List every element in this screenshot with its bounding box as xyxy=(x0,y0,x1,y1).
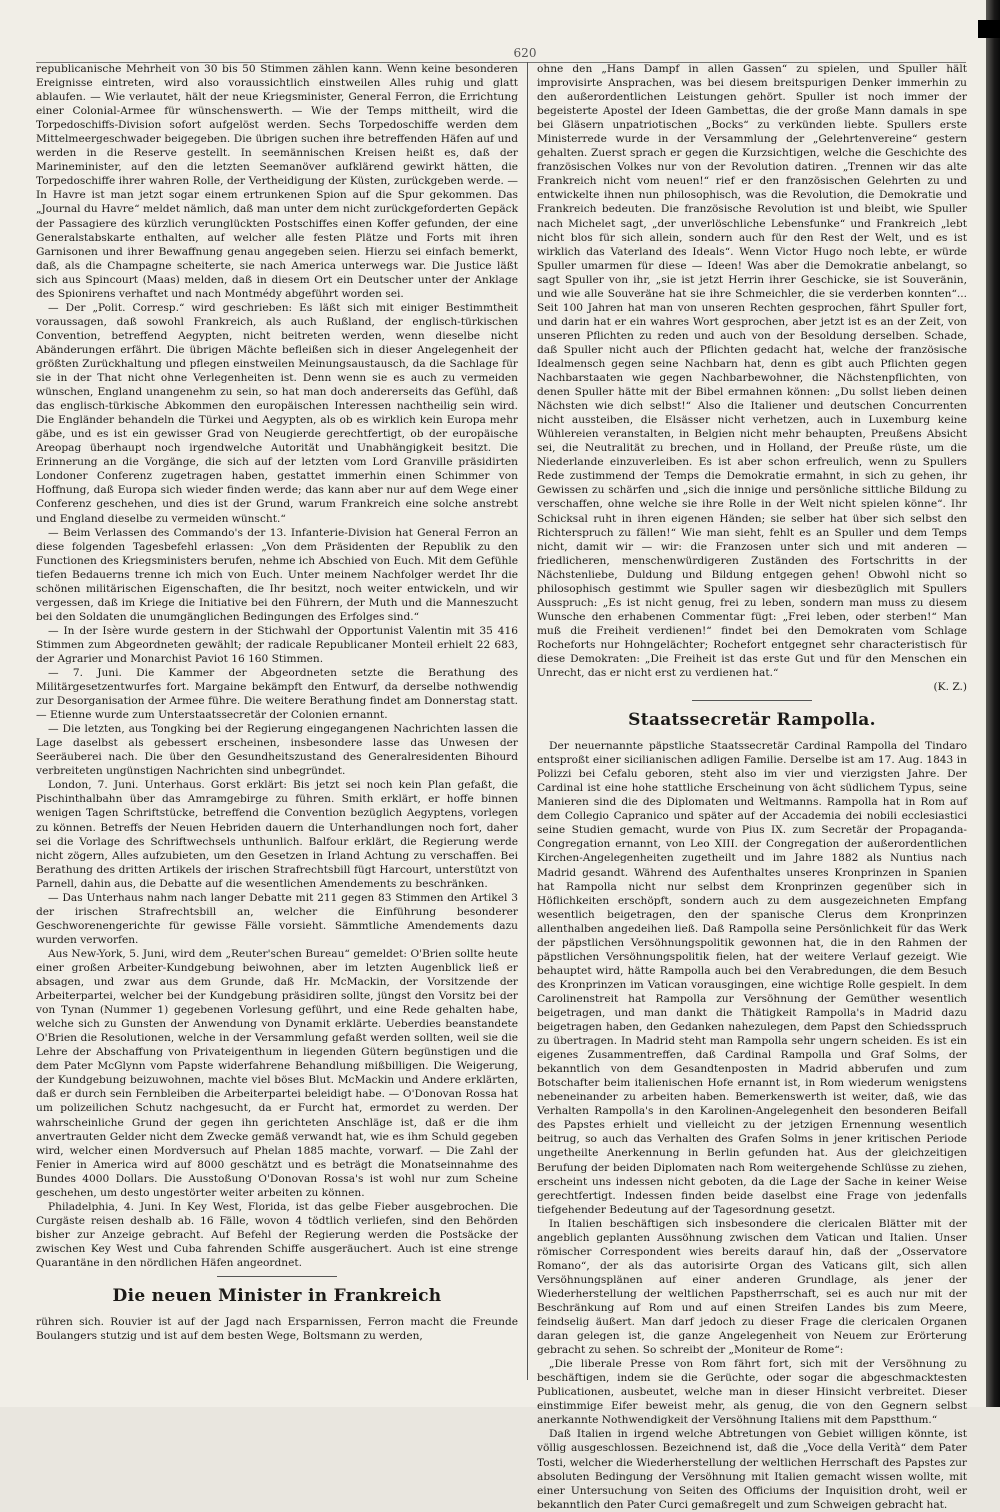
left-paragraph: — 7. Juni. Die Kammer der Abgeordneten setzte die Berathung des Militärgesetzentwurfes fort. Margaine bekämpft den Entwurf, da derselbe nothwendig zur Desorganisation der Armee führe. Die weitere Berathung findet am Donnerstag statt. — Etienne wurde zum Unterstaatssecretär der Colonien ernannt. xyxy=(36,667,518,722)
left-column xyxy=(36,62,518,1382)
byline: (K. Z.) xyxy=(933,681,967,694)
left-paragraph: — Der „Polit. Corresp.“ wird geschrieben: Es läßt sich mit einiger Bestimmtheit voraussagen, daß sowohl Frankreich, als auch Rußland, der englisch-türkischen Convention, betreffend Aegypten, nicht beitreten werden, wenn dieselbe nicht Abänderungen erfährt. Die übrigen Mächte befleißen sich in dieser Angelegenheit der größten Zurückhaltung und pflegen einstweilen Meinungsaustausch, da die Sachlage für sie in der That nicht ohne Verlegenheiten ist. Denn wenn sie es auch zu vermeiden wünschen, England unangenehm zu sein, so hat man doch andererseits das Gefühl, daß das englisch-türkische Abkommen den europäischen Interessen nachtheilig sein wird. Die Engländer behandeln die Türkei und Aegypten, als ob es wirklich kein Europa mehr gäbe, und es ist ein gewisser Grad von Neugierde gerechtfertigt, ob der europäische Areopag überhaupt noch irgendwelche Autorität und Unabhängigkeit besitzt. Die Erinnerung an die Vorgänge, die sich auf der letzten vom Lord Granville präsidirten Londoner Conferenz zugetragen haben, gestattet immerhin einen Schimmer von Hoffnung, daß Europa sich wieder finden werde; das kann aber nur auf dem Wege einer Conferenz geschehen, und dies ist der Grund, warum Frankreich eine solche anstrebt und England dieselbe zu vermeiden wünscht.“ xyxy=(36,301,518,525)
left-paragraph: Philadelphia, 4. Juni. In Key West, Florida, ist das gelbe Fieber ausgebrochen. Die Curgäste reisen deshalb ab. 16 Fälle, wovon 4 tödtlich verliefen, sind den Behörden bisher zur Anzeige gebracht. Auf Befehl der Regierung werden die Postsäcke der zwischen Key West und Cuba fahrenden Schiffe ausgeräuchert. Auch ist eine strenge Quarantäne in den nördlichen Häfen angeordnet. xyxy=(36,1200,518,1269)
left-paragraph: — Die letzten, aus Tongking bei der Regierung eingegangenen Nachrichten lassen die Lage daselbst als gebessert erscheinen, insbesondere lasse das Unwesen der Seeräuberei nach. Die über den Gesundheitszustand des Generalresidenten Bihourd verbreiteten ungünstigen Nachrichten sind unbegründet. xyxy=(36,723,518,778)
right-paragraph: Daß Italien in irgend welche Abtretungen von Gebiet willigen könnte, ist völlig ausgeschlossen. Bezeichnend ist, daß die „Voce della Verità“ dem Pater Tosti, welcher die Wiederherstellung der weltlichen Herrschaft des Papstes zur absoluten Bedingung der Versöhnung mit Italien gemacht wissen wollte, mit einer Untersuchung von Seiten des Officiums der Inquisition droht, weil er bekanntlich den Pater Curci gemaßregelt und zum Schweigen gebracht hat. xyxy=(537,1428,967,1511)
left-paragraph: Aus New-York, 5. Juni, wird dem „Reuter'schen Bureau“ gemeldet: O'Brien sollte heute einer großen Arbeiter-Kundgebung beiwohnen, aber im letzten Augenblick ließ er absagen, und zwar aus dem Grunde, daß Hr. McMackin, der Vorsitzende der Arbeiterpartei, welcher bei der Kundgebung präsidiren sollte, jüngst den Vorsitz bei der von Tynan (Nummer 1) gegebenen Vorlesung geführt, und eine Rede gehalten habe, welche sich zu Gunsten der Anwendung von Dynamit erklärte. Ueberdies beanstandete O'Brien die Resolutionen, welche in der Versammlung gefaßt werden sollten, weil sie die Lehre der Abschaffung von Privateigenthum in liegenden Gütern begünstigen und die dem Pater McGlynn vom Papste widerfahrene Behandlung mißbilligen. Die Weigerung, der Kundgebung beizuwohnen, machte viel böses Blut. McMackin und Andere erklärten, daß er durch sein Fernbleiben die Arbeiterpartei beleidigt habe. — O'Donovan Rossa hat um polizeilichen Schutz nachgesucht, da er Furcht hat, ermordet zu werden. Der wahrscheinliche Grund der gegen ihn gerichteten Anschläge ist, daß er die ihm anvertrauten Gelder nicht dem Zwecke gemäß verwandt hat, wie es ihm Schuld gegeben wird, welcher einen Mordversuch auf Phelan 1885 machte, vorwarf. — Die Zahl der Fenier in America wird auf 8000 geschätzt und es beträgt die Monatseinnahme des Bundes 4000 Dollars. Die Ausstoßung O'Donovan Rossa's ist wohl nur zum Scheine geschehen, um desto ungestörter weiter arbeiten zu können. xyxy=(36,947,518,1199)
scan-edge-bar xyxy=(986,0,1000,1407)
section-title-ministers: Die neuen Minister in Frankreich xyxy=(112,1286,442,1307)
scan-edge-mark xyxy=(978,20,1000,38)
right-paragraph: ohne den „Hans Dampf in allen Gassen“ zu spielen, und Spuller hält improvisirte Ansprachen, was bei diesem breitspurigen Denker immerhin zu den außerordentlichen Leistungen gehört. Spuller ist noch immer der begeisterte Apostel der Ideen Gambettas, die der große Mann damals in spe bei Gläsern unpatriotischen „Bocks“ zu verkünden liebte. Spullers erste Ministerrede wurde in der Versammlung der „Gelehrtenvereine“ gestern gehalten. Zuerst sprach er gegen die Kurzsichtigen, welche die Geschichte des französischen Volkes nur von der Revolution datiren. „Trennen wir das alte Frankreich nicht vom neuen!“ rief er den französischen Gelehrten zu und entwickelte ihnen nun philosophisch, was die Revolution, die Demokratie und Frankreich bedeuten. Die französische Revolution ist und bleibt, wie Spuller nach Michelet sagt, „der unverlöschliche Lebensfunke“ und Frankreich „lebt nicht blos für sich allein, sondern auch für den Rest der Welt, und es ist wirklich das Vaterland des Ideals“. Wenn Victor Hugo noch lebte, er würde Spuller umarmen für diese — Ideen! Was aber die Demokratie anbelangt, so sagt Spuller von ihr, „sie ist jetzt Herrin ihrer Geschicke, sie ist Souveränin, und wie alle Souveräne hat sie ihre Schmeichler, die sie verderben konnten“... Seit 100 Jahren hat man von unseren Rechten gesprochen, fährt Spuller fort, und darin hat er ein wahres Wort gesprochen, aber jetzt ist es an der Zeit, von unseren Pflichten zu reden und auch von der Besoldung derselben. Schade, daß Spuller nicht auch der Pflichten gedacht hat, welche der französische Idealmensch gegen seine Nachbarn hat, denn es gibt auch Pflichten gegen Nachbarstaaten wie gegen Nachbarbewohner, die Nächstenpflichten, von denen Spuller hätte mit der Bibel ermahnen können: „Du sollst lieben deinen Nächsten wie dich selbst!“ Also die Italiener und deutschen Concurrenten nicht aussteiben, die Elsässer nicht verhetzen, auch in Luxemburg keine Wühlereien veranstalten, in Belgien nicht mehr behaupten, Preußens Absicht sei, die Neutralität zu brechen, und in Holland, der Preuße rüste, um die Niederlande einzuverleiben. Es ist aber schon erfreulich, wenn zu Spullers Rede zustimmend der Temps die Demokratie ermahnt, in sich zu gehen, ihr Gewissen zu schärfen und „sich die innige und persönliche sittliche Bildung zu verschaffen, ohne welche sie ihre Rolle in der Welt nicht spielen könne“. Ihr Schicksal ruht in ihren eigenen Händen; sie selber hat über sich selbst den Richterspruch zu fällen!“ Wie man sieht, fehlt es an Spuller und dem Temps nicht, damit wir — wir: die Franzosen unter sich und mit anderen — friedlicheren, menschenwürdigeren Zuständen des Fortschritts in der Nächstenliebe, Duldung und Bildung entgegen gehen! Obwohl nicht so philosophisch gestimmt wie Spuller sagen wir diesbezüglich mit Spullers Ausspruch: „Es ist nicht genug, frei zu leben, sondern man muss zu diesem Wunsche den erhabenen Commentar fügt: „Frei leben, oder sterben!“ Man muß die Freiheit verdienen!“ findet bei den Demokraten vom Schlage Rocheforts nur Hohngelächter; Rochefort entgegnet sehr characteristisch für diese Demokraten: „Die Freiheit ist das erste Gut und für den Menschen ein Unrecht, das er nicht erst zu verdienen hat.“ xyxy=(537,63,967,680)
section-rule xyxy=(692,700,812,701)
section-title-rampolla: Staatssecretär Rampolla. xyxy=(628,710,876,731)
left-paragraph: — In der Isère wurde gestern in der Stichwahl der Opportunist Valentin mit 35 416 Stimmen zum Abgeordneten gewählt; der radicale Republicaner Monteil erhielt 22 683, der Agrarier und Monarchist Paviot 16 160 Stimmen. xyxy=(36,624,518,665)
left-paragraph: rühren sich. Rouvier ist auf der Jagd nach Ersparnissen, Ferron macht die Freunde Boulangers stutzig und ist auf dem besten Wege, Boltsmann zu werden, xyxy=(36,1316,518,1343)
column-divider xyxy=(527,62,528,1380)
right-paragraph: In Italien beschäftigen sich insbesondere die clericalen Blätter mit der angeblich geplanten Aussöhnung zwischen dem Vatican und Italien. Unser römischer Correspondent wies bereits darauf hin, daß der „Osservatore Romano“, der als das autorisirte Organ des Vaticans gilt, sich allen Versöhnungsplänen auf einer anderen Grundlage, als jener der Wiederherstellung der weltlichen Papstherrschaft, sei es auch nur mit der Beschränkung auf Rom und auf einen Streifen Landes bis zum Meere, feindselig äußert. Man darf jedoch zu dieser Frage die clericalen Organen daran gelegen ist, die ganze Angelegenheit von Neuem zur Erörterung gebracht zu sehen. So schreibt der „Moniteur de Rome“: xyxy=(537,1217,967,1357)
left-paragraph: republicanische Mehrheit von 30 bis 50 Stimmen zählen kann. Wenn keine besonderen Ereignisse eintreten, wird also voraussichtlich einstweilen Alles ruhig und glatt ablaufen. — Wie verlautet, hält der neue Kriegsminister, General Ferron, die Errichtung einer Colonial-Armee für wünschenswerth. — Wie der Temps mittheilt, wird die Torpedoschiffs-Division sofort aufgelöst werden. Sechs Torpedoschiffe werden dem Mittelmeergeschwader beigegeben. Die übrigen suchen ihre betreffenden Häfen auf und werden in die Reserve gestellt. In seemännischen Kreisen heißt es, daß der Marineminister, auf den die letzten Seemanöver aufklärend gewirkt hätten, die Torpedoschiffe ihrer wahren Rolle, der Vertheidigung der Küsten, zurückgeben werde. — In Havre ist man jetzt sogar einem ertrunkenen Spion auf die Spur gekommen. Das „Journal du Havre“ meldet nämlich, daß man unter dem nicht zurückgeforderten Gepäck der Passagiere des kürzlich verunglückten Postschiffes einen Koffer gefunden, der eine Generalstabskarte enthalten, auf welcher alle festen Plätze und Forts mit ihren Garnisonen und ihrer Bewaffnung genau angegeben seien. Hierzu sei einfach bemerkt, daß, als die Champagne scheiterte, sie nach America unterwegs war. Die Justice läßt sich aus Spincourt (Maas) melden, daß in diesem Ort ein Deutscher unter der Anklage des Spionirens verhaftet und nach Montmédy abgeführt worden sei. xyxy=(36,63,518,300)
right-paragraph: Der neuernannte päpstliche Staatssecretär Cardinal Rampolla del Tindaro entsproßt einer sicilianischen adligen Familie. Derselbe ist am 17. Aug. 1843 in Polizzi bei Cefalu geboren, steht also im vier und vierzigsten Jahre. Der Cardinal ist eine hohe stattliche Erscheinung von ächt südlichem Typus, seine Manieren sind die des Diplomaten und Weltmanns. Rampolla hat in Rom auf dem Collegio Capranico und später auf der Accademia dei nobili ecclesiastici seine Studien gemacht, wurde von Pius IX. zum Secretär der Propaganda-Congregation ernannt, von Leo XIII. der Congregation der außerordentlichen Kirchen-Angelegenheiten zugetheilt und im Jahre 1882 als Nuntius nach Madrid gesandt. Während des Aufenthaltes unseres Kronprinzen in Spanien hat Rampolla nicht nur selbst dem Kronprinzen gegenüber sich in Höflichkeiten erschöpft, sondern auch zu dem ausgezeichneten Empfang wesentlich beigetragen, den der spanische Clerus dem Kronprinzen allenthalben angedeihen ließ. Daß Rampolla seine Persönlichkeit für das Werk der päpstlichen Versöhnungspolitik gewonnen hat, die in den Rahmen der päpstlichen Versöhnungspolitik fielen, hat der weitere Verlauf gezeigt. Wie behauptet wird, hätte Rampolla auch bei den Verabredungen, die dem Besuch des Kronprinzen im Vatican vorausgingen, eine wichtige Rolle gespielt. In dem Carolinenstreit hat Rampolla zur Versöhnung der Gemüther wesentlich beigetragen, und man dankt die Thätigkeit Rampolla's in Madrid dazu beigetragen haben, den Gedanken nahezulegen, dem Papst den Schiedsspruch zu übertragen. In Madrid steht man Rampolla sehr ungern scheiden. Es ist ein eigenes Zusammentreffen, daß Cardinal Rampolla und Graf Solms, der bekanntlich von dem Gesandtenposten in Madrid abberufen und zum Botschafter beim italienischen Hofe ernannt ist, in Rom wiederum wenigstens nebeneinander zu arbeiten haben. Bemerkenswerth ist weiter, daß, wie das Verhalten Rampolla's in den Karolinen-Angelegenheit den besonderen Beifall des Papstes erhielt und vielleicht zu der jetzigen Ernennung wesentlich beitrug, so auch das Verhalten des Grafen Solms in jener kritischen Periode ungetheilte Anerkennung in Berlin gefunden hat. Aus der gleichzeitigen Berufung der beiden Diplomaten nach Rom weitergehende Schlüsse zu ziehen, erscheint uns indessen nicht geboten, da die Lage der Sache in keiner Weise gerechtfertigt. Indessen finden beide daselbst eine Frage von jedenfalls tiefgehender Bedeutung auf der Tagesordnung gesetzt. xyxy=(537,740,967,1216)
left-paragraph: — Das Unterhaus nahm nach langer Debatte mit 211 gegen 83 Stimmen den Artikel 3 der irischen Strafrechtsbill an, welcher die Einführung besonderer Geschworenengerichte für gewisse Fälle vorsieht. Sämmtliche Amendements dazu wurden verworfen. xyxy=(36,891,518,946)
right-quote: „Die liberale Presse von Rom fährt fort, sich mit der Versöhnung zu beschäftigen, indem sie die Gerüchte, oder sogar die abgeschmacktesten Publicationen, ausbeutet, welche man in dieser Hinsicht verbreitet. Dieser einstimmige Eifer beweist mehr, als genug, die von den Gegnern selbst anerkannte Nothwendigkeit der Versöhnung Italiens mit dem Papstthum.“ xyxy=(537,1358,967,1427)
page-number: 620 xyxy=(513,46,537,60)
left-paragraph: London, 7. Juni. Unterhaus. Gorst erklärt: Bis jetzt sei noch kein Plan gefaßt, die Pischinthalbahn über das Amramgebirge zu führen. Smith erklärt, er hoffe binnen wenigen Tagen Schriftstücke, betreffend die Convention bezüglich Aegyptens, vorlegen zu können. Betreffs der Neuen Hebriden dauern die Unterhandlungen noch fort, daher sei die Vorlage des Schriftwechsels unthunlich. Balfour erklärt, die Regierung werde nicht zögern, Alles aufzubieten, um den Gesetzen in Irland Achtung zu verschaffen. Bei Berathung des dritten Artikels der irischen Strafrechtsbill fügt Harcourt, unterstützt von Parnell, dahin aus, die Debatte auf die wesentlichen Amendements zu beschränken. xyxy=(36,779,518,890)
section-rule xyxy=(217,1276,337,1277)
left-paragraph: — Beim Verlassen des Commando's der 13. Infanterie-Division hat General Ferron an diese folgenden Tagesbefehl erlassen: „Von dem Präsidenten der Republik zu den Functionen des Kriegsministers berufen, nehme ich Abschied von Euch. Mit dem Gefühle tiefen Bedauerns trenne ich mich von Euch. Unter meinem Nachfolger werdet Ihr die schönen militärischen Eigenschaften, die Ihr besitzt, noch weiter entwickeln, und wir vergessen, daß im Kriege die Initiative bei den Führern, der Muth und die Manneszucht bei den Soldaten die unumgänglichen Bedingungen des Erfolges sind.“ xyxy=(36,526,518,623)
right-column xyxy=(537,62,967,1511)
